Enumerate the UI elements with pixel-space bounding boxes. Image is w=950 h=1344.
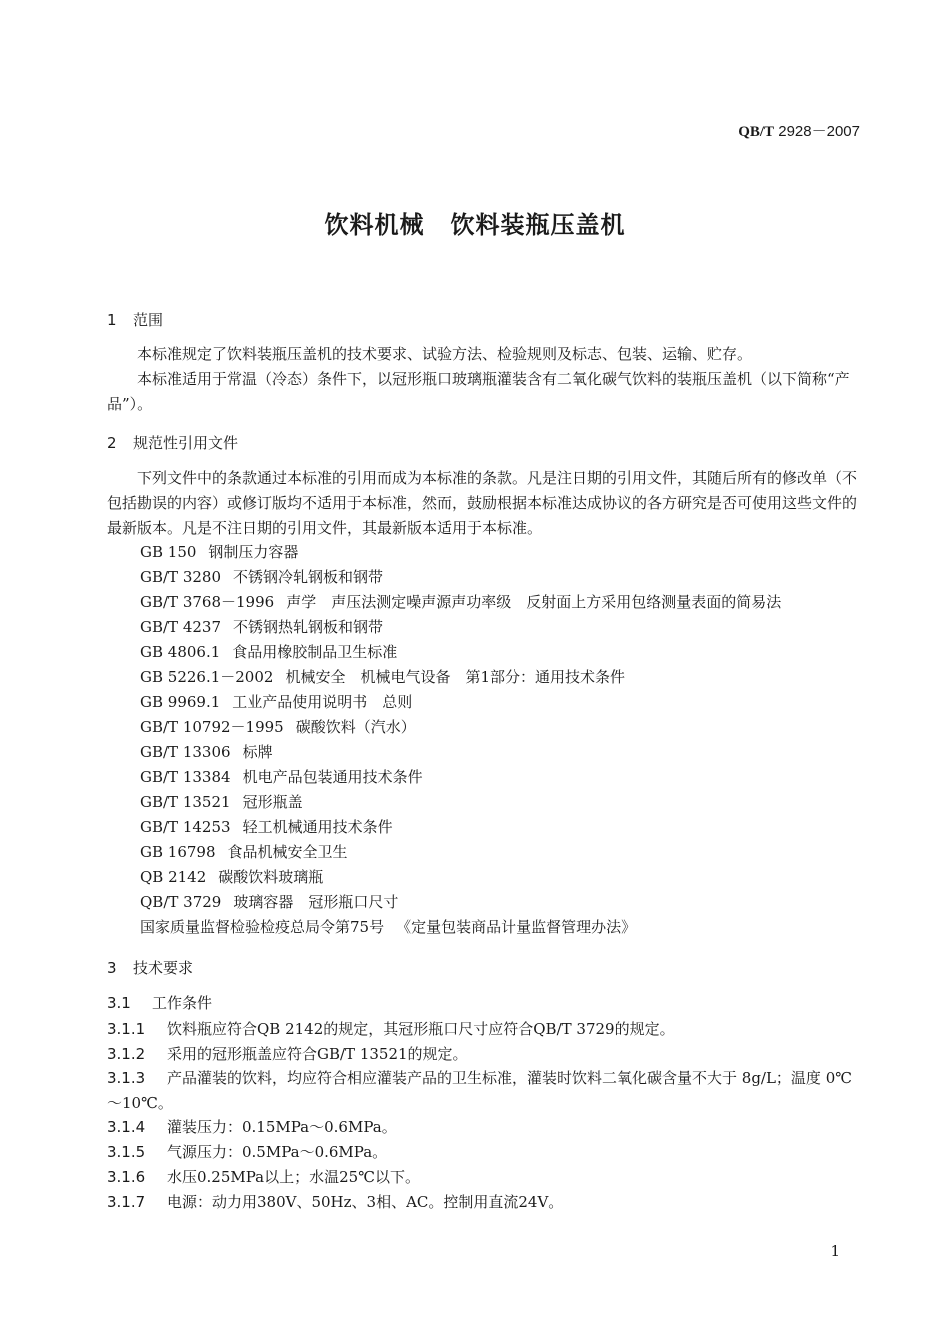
clause: 3.1.3 产品灌装的饮料，均应符合相应灌装产品的卫生标准，灌装时饮料二氧化碳含量不大于 8g/L；温度 0℃～10℃。 [107,1069,853,1112]
standard-number [738,120,860,141]
reference-item: GB/T 13384 机电产品包装通用技术条件 [140,768,423,786]
section-2-paragraph: 下列文件中的条款通过本标准的引用而成为本标准的条款。凡是注日期的引用文件，其随后所有的修改单（不包括勘误的内容）或修订版均不适用于本标准，然而，鼓励根据本标准达成协议的各方研究是否可使用这些文件的最新版本。凡是不注日期的引用文件，其最新版本适用于本标准。 [107,469,858,537]
reference-item: GB 9969.1 工业产品使用说明书 总则 [140,693,413,711]
subsection-3-1-heading: 3.1 工作条件 [107,994,213,1012]
reference-item: 国家质量监督检验检疫总局令第75号 《定量包装商品计量监督管理办法》 [140,918,637,936]
clause: 3.1.4 灌装压力：0.15MPa～0.6MPa。 [107,1118,397,1136]
reference-item: GB/T 14253 轻工机械通用技术条件 [140,818,393,836]
clause: 3.1.2 采用的冠形瓶盖应符合GB/T 13521的规定。 [107,1045,468,1063]
reference-item: GB 4806.1 食品用橡胶制品卫生标准 [140,643,398,661]
clause: 3.1.6 水压0.25MPa以上；水温25℃以下。 [107,1168,420,1186]
reference-item: GB 150 钢制压力容器 [140,543,299,561]
section-1-paragraph-2: 本标准适用于常温（冷态）条件下，以冠形瓶口玻璃瓶灌装含有二氧化碳气饮料的装瓶压盖机（以下简称“产品”）。 [107,370,850,413]
reference-item: GB/T 13521 冠形瓶盖 [140,793,303,811]
reference-item: GB/T 4237 不锈钢热轧钢板和钢带 [140,618,384,636]
section-2-heading: 2 规范性引用文件 [107,434,239,452]
reference-item: GB/T 3768－1996 声学 声压法测定噪声源声功率级 反射面上方采用包络测量表面的简易法 [140,593,782,611]
clause: 3.1.5 气源压力：0.5MPa～0.6MPa。 [107,1143,388,1161]
reference-item: GB 16798 食品机械安全卫生 [140,843,348,861]
section-1-heading: 1 范围 [107,311,164,329]
reference-item: GB/T 3280 不锈钢冷轧钢板和钢带 [140,568,384,586]
reference-item: GB/T 10792－1995 碳酸饮料（汽水） [140,718,416,736]
section-3-title: 技术要求 [133,959,194,977]
section-1-paragraph-1: 本标准规定了饮料装瓶压盖机的技术要求、试验方法、检验规则及标志、包装、运输、贮存。 [137,345,753,363]
standard-code: 2928－2007 [778,123,860,140]
title-part1: 饮料机械 [324,211,425,239]
clause: 3.1.1 饮料瓶应符合QB 2142的规定，其冠形瓶口尺寸应符合QB/T 3729的规定。 [107,1020,675,1038]
section-1-title: 范围 [133,311,164,329]
subsection-3-1-title: 工作条件 [152,994,213,1012]
section-2-title: 规范性引用文件 [133,434,239,452]
clause: 3.1.7 电源：动力用380V、50Hz、3相、AC。控制用直流24V。 [107,1193,564,1211]
reference-item: QB 2142 碳酸饮料玻璃瓶 [140,868,324,886]
standard-prefix: QB/T [738,124,775,140]
reference-item: GB/T 13306 标牌 [140,743,273,761]
document-title [0,205,950,240]
section-3-heading: 3 技术要求 [107,959,194,977]
title-part2: 饮料装瓶压盖机 [450,211,626,239]
page-number: 1 [830,1242,840,1260]
reference-item: QB/T 3729 玻璃容器 冠形瓶口尺寸 [140,893,399,911]
reference-item: GB 5226.1－2002 机械安全 机械电气设备 第1部分：通用技术条件 [140,668,625,686]
